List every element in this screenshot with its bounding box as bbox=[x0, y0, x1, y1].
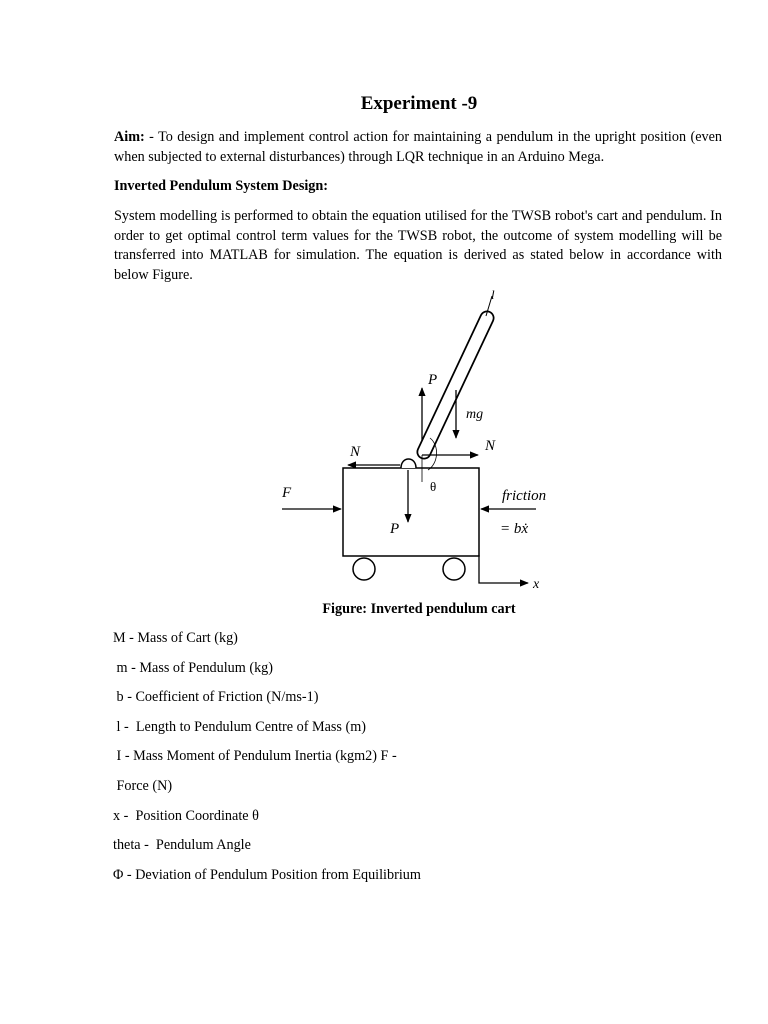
section-heading: Inverted Pendulum System Design: bbox=[114, 178, 328, 194]
label-p-bottom: P bbox=[390, 521, 400, 537]
left-wheel bbox=[353, 558, 375, 580]
intro-paragraph: System modelling is performed to obtain the equation utilised for the TWSB robot's cart and pendulum. In order to get optimal control term values for the TWSB robot, the outcome of system modelling will be transferred into MATLAB for simulation. The equation is derived as stated below in accordance with below Figure. bbox=[114, 208, 722, 283]
definition-item: theta - Pendulum Angle bbox=[113, 837, 251, 853]
label-p-top: P bbox=[428, 372, 438, 388]
definition-item: l - Length to Pendulum Centre of Mass (m) bbox=[113, 719, 366, 735]
figure-caption: Figure: Inverted pendulum cart bbox=[322, 601, 516, 617]
definition-item: b - Coefficient of Friction (N/ms-1) bbox=[113, 689, 319, 705]
definition-item: I - Mass Moment of Pendulum Inertia (kgm2) F - bbox=[113, 748, 397, 764]
label-bx: = bẋ bbox=[500, 521, 529, 537]
inverted-pendulum-figure bbox=[270, 290, 570, 595]
right-wheel bbox=[443, 558, 465, 580]
page-title: Experiment -9 bbox=[360, 93, 478, 114]
label-mg: mg bbox=[466, 407, 484, 422]
label-n-left: N bbox=[350, 444, 361, 460]
cart-body bbox=[343, 468, 479, 556]
definition-item: m - Mass of Pendulum (kg) bbox=[113, 660, 273, 676]
definition-item: x - Position Coordinate θ bbox=[113, 808, 259, 824]
label-l: l bbox=[491, 290, 495, 302]
label-f: F bbox=[282, 485, 292, 501]
pivot-joint bbox=[401, 459, 416, 468]
label-x: x bbox=[533, 577, 540, 592]
aim-text: - To design and implement control action for maintaining a pendulum in the upright position (even when subjected to external disturbances) through LQR technique in an Arduino Mega. bbox=[114, 129, 722, 165]
aim-label: Aim: bbox=[114, 129, 145, 145]
definition-item: Force (N) bbox=[113, 778, 173, 794]
definition-item: M - Mass of Cart (kg) bbox=[113, 630, 238, 646]
label-friction: friction bbox=[502, 488, 547, 504]
definition-item: Φ - Deviation of Pendulum Position from Equilibrium bbox=[113, 867, 421, 883]
label-theta: θ bbox=[430, 479, 437, 494]
aim-paragraph bbox=[114, 128, 722, 167]
label-n-right: N bbox=[485, 438, 496, 454]
x-axis-arrow bbox=[479, 555, 528, 583]
